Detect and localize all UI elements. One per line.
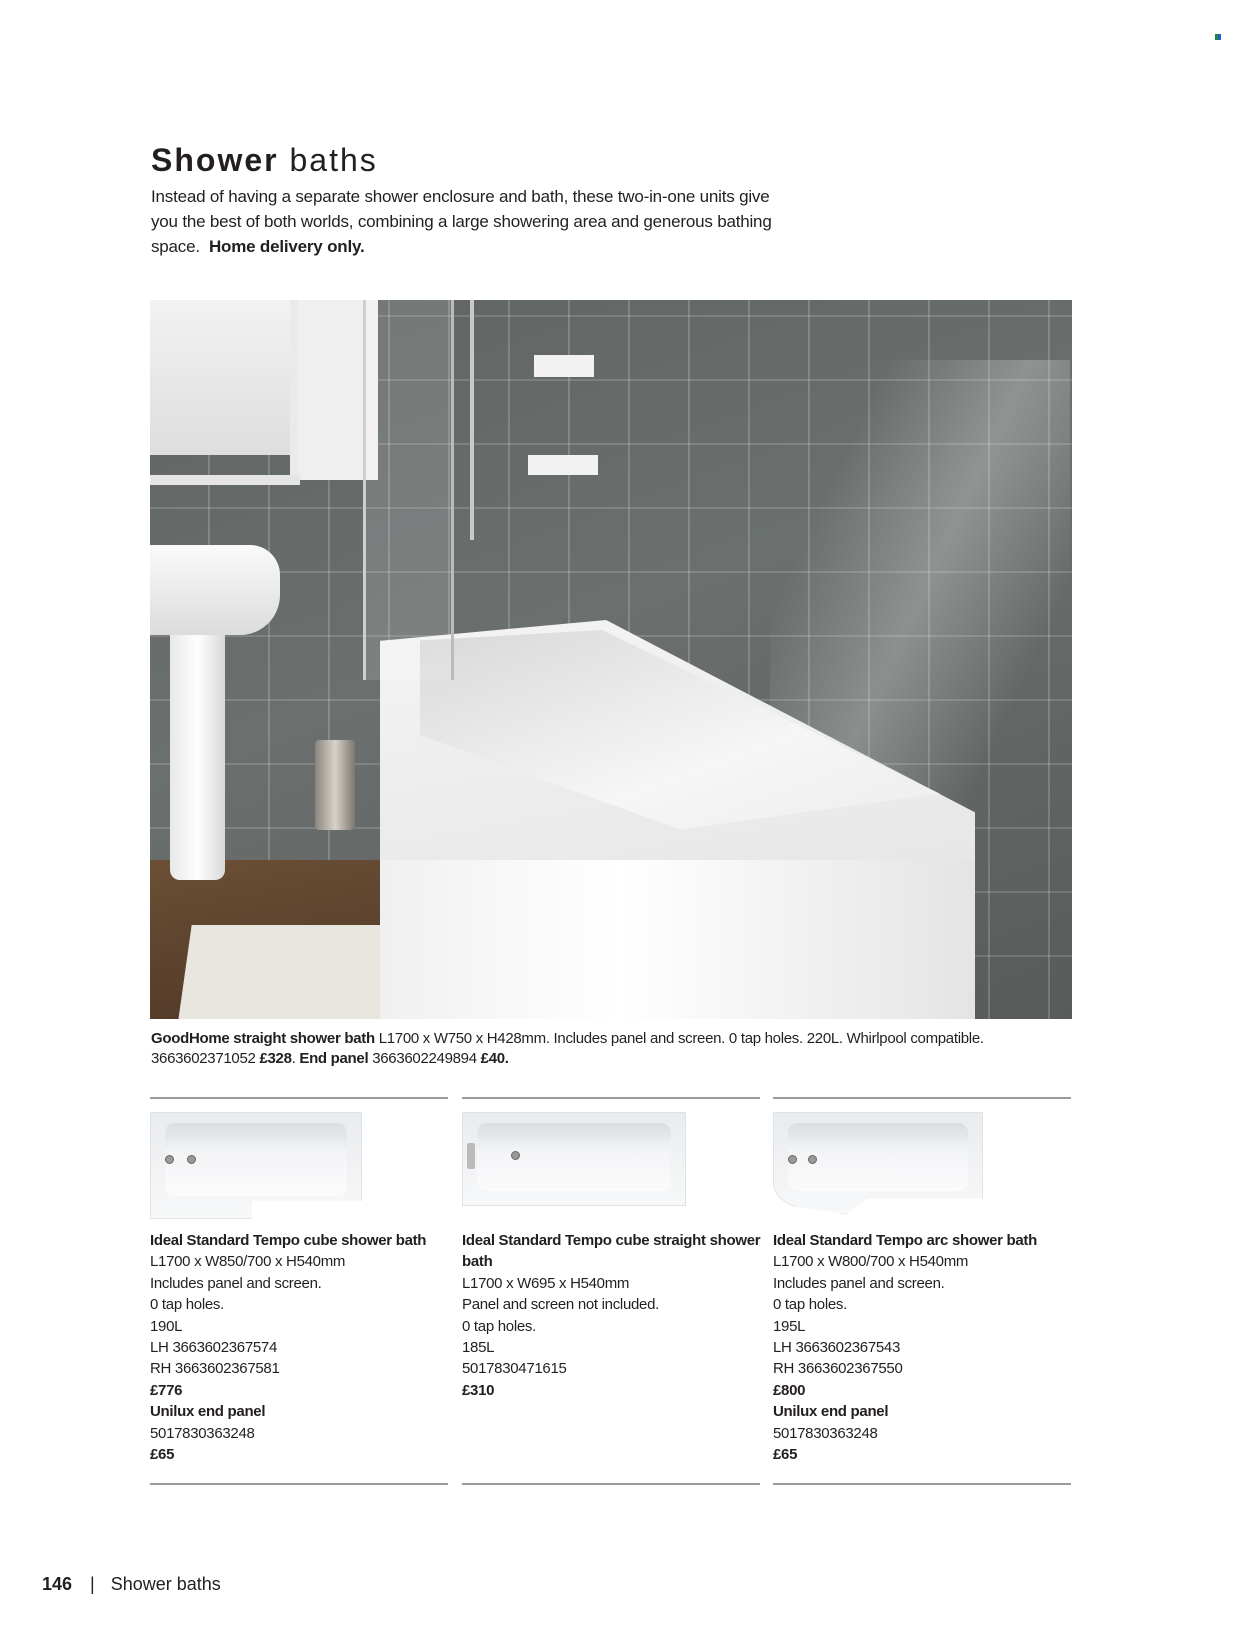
hero-price: £328: [259, 1050, 292, 1067]
product-spec: L1700 x W850/700 x H540mm: [150, 1253, 346, 1271]
product-spec: Panel and screen not included.: [462, 1296, 659, 1314]
intro-body: Instead of having a separate shower enclosure and bath, these two-in-one units give you the best of both worlds, combining a large showering area and generous bathing space.: [151, 187, 772, 256]
title-bold: Shower: [151, 142, 279, 178]
product-spec: 185L: [462, 1339, 495, 1357]
product-code: LH 3663602367574: [150, 1339, 277, 1357]
window: [150, 300, 295, 455]
hero-end-panel-label: End panel: [299, 1050, 369, 1067]
product-image: [150, 1112, 362, 1219]
divider: [773, 1097, 1071, 1099]
shower-rail: [470, 300, 474, 540]
page-number: 146: [42, 1574, 73, 1594]
product-name: Ideal Standard Tempo arc shower bath: [773, 1232, 1037, 1249]
product-image: [462, 1112, 686, 1206]
hero-caption: GoodHome straight shower bath L1700 x W750 x H428mm. Includes panel and screen. 0 tap holes. 220L. Whirlpool compatible. 3663602371052 £328. End panel 3663602249894 £40.: [151, 1030, 984, 1067]
product-spec: Includes panel and screen.: [773, 1274, 945, 1292]
product-image: [773, 1112, 983, 1214]
title-light: baths: [289, 142, 378, 178]
page-title: [151, 142, 378, 179]
footer-section: Shower baths: [110, 1574, 221, 1594]
product-spec: 195L: [773, 1317, 806, 1335]
corner-mark: [1215, 34, 1221, 40]
product-code: RH 3663602367550: [773, 1360, 903, 1378]
intro-delivery-note: Home delivery only.: [208, 237, 365, 256]
product-spec: 0 tap holes.: [462, 1317, 536, 1335]
product-spec: 0 tap holes.: [773, 1296, 847, 1314]
accessory-name: Unilux end panel: [150, 1403, 266, 1421]
hero-name: GoodHome straight shower bath: [151, 1030, 375, 1047]
divider: [462, 1097, 760, 1099]
product-code: RH 3663602367581: [150, 1360, 280, 1378]
product-code: LH 3663602367543: [773, 1339, 900, 1357]
sink-pedestal: [170, 630, 225, 880]
bathroom-photo: [150, 300, 1072, 1019]
shower-screen: [363, 300, 454, 680]
pedal-bin: [315, 740, 355, 830]
divider: [150, 1097, 448, 1099]
accessory-name: Unilux end panel: [773, 1403, 889, 1421]
shower-shelf: [528, 455, 598, 475]
accessory-code: 5017830363248: [150, 1424, 255, 1442]
accessory-price: £65: [150, 1446, 175, 1464]
shower-shelf: [534, 355, 594, 377]
intro-text: [151, 184, 791, 259]
hero-spec: L1700 x W750 x H428mm. Includes panel and screen. 0 tap holes. 220L. Whirlpool compatible.: [378, 1030, 984, 1047]
product-code: 5017830471615: [462, 1360, 567, 1378]
divider: [150, 1483, 448, 1485]
hero-end-panel-code: 3663602249894: [372, 1050, 477, 1067]
product-spec: 190L: [150, 1317, 183, 1335]
product-spec: 0 tap holes.: [150, 1296, 224, 1314]
divider: [462, 1483, 760, 1485]
page-footer: [42, 1574, 221, 1595]
product-price: £776: [150, 1381, 183, 1399]
product-spec: Includes panel and screen.: [150, 1274, 322, 1292]
accessory-code: 5017830363248: [773, 1424, 878, 1442]
product-name: Ideal Standard Tempo cube straight shower bath: [462, 1232, 761, 1271]
footer-separator: |: [90, 1574, 95, 1594]
product-price: £800: [773, 1381, 806, 1399]
product-name: Ideal Standard Tempo cube shower bath: [150, 1232, 427, 1249]
hero-code: 3663602371052: [151, 1050, 256, 1067]
product-price: £310: [462, 1381, 495, 1399]
accessory-price: £65: [773, 1446, 798, 1464]
product-spec: L1700 x W695 x H540mm: [462, 1274, 630, 1292]
hero-end-panel-price: £40.: [480, 1050, 509, 1067]
sink: [150, 545, 280, 635]
divider: [773, 1483, 1071, 1485]
bath-panel: [380, 860, 975, 1019]
product-spec: L1700 x W800/700 x H540mm: [773, 1253, 969, 1271]
